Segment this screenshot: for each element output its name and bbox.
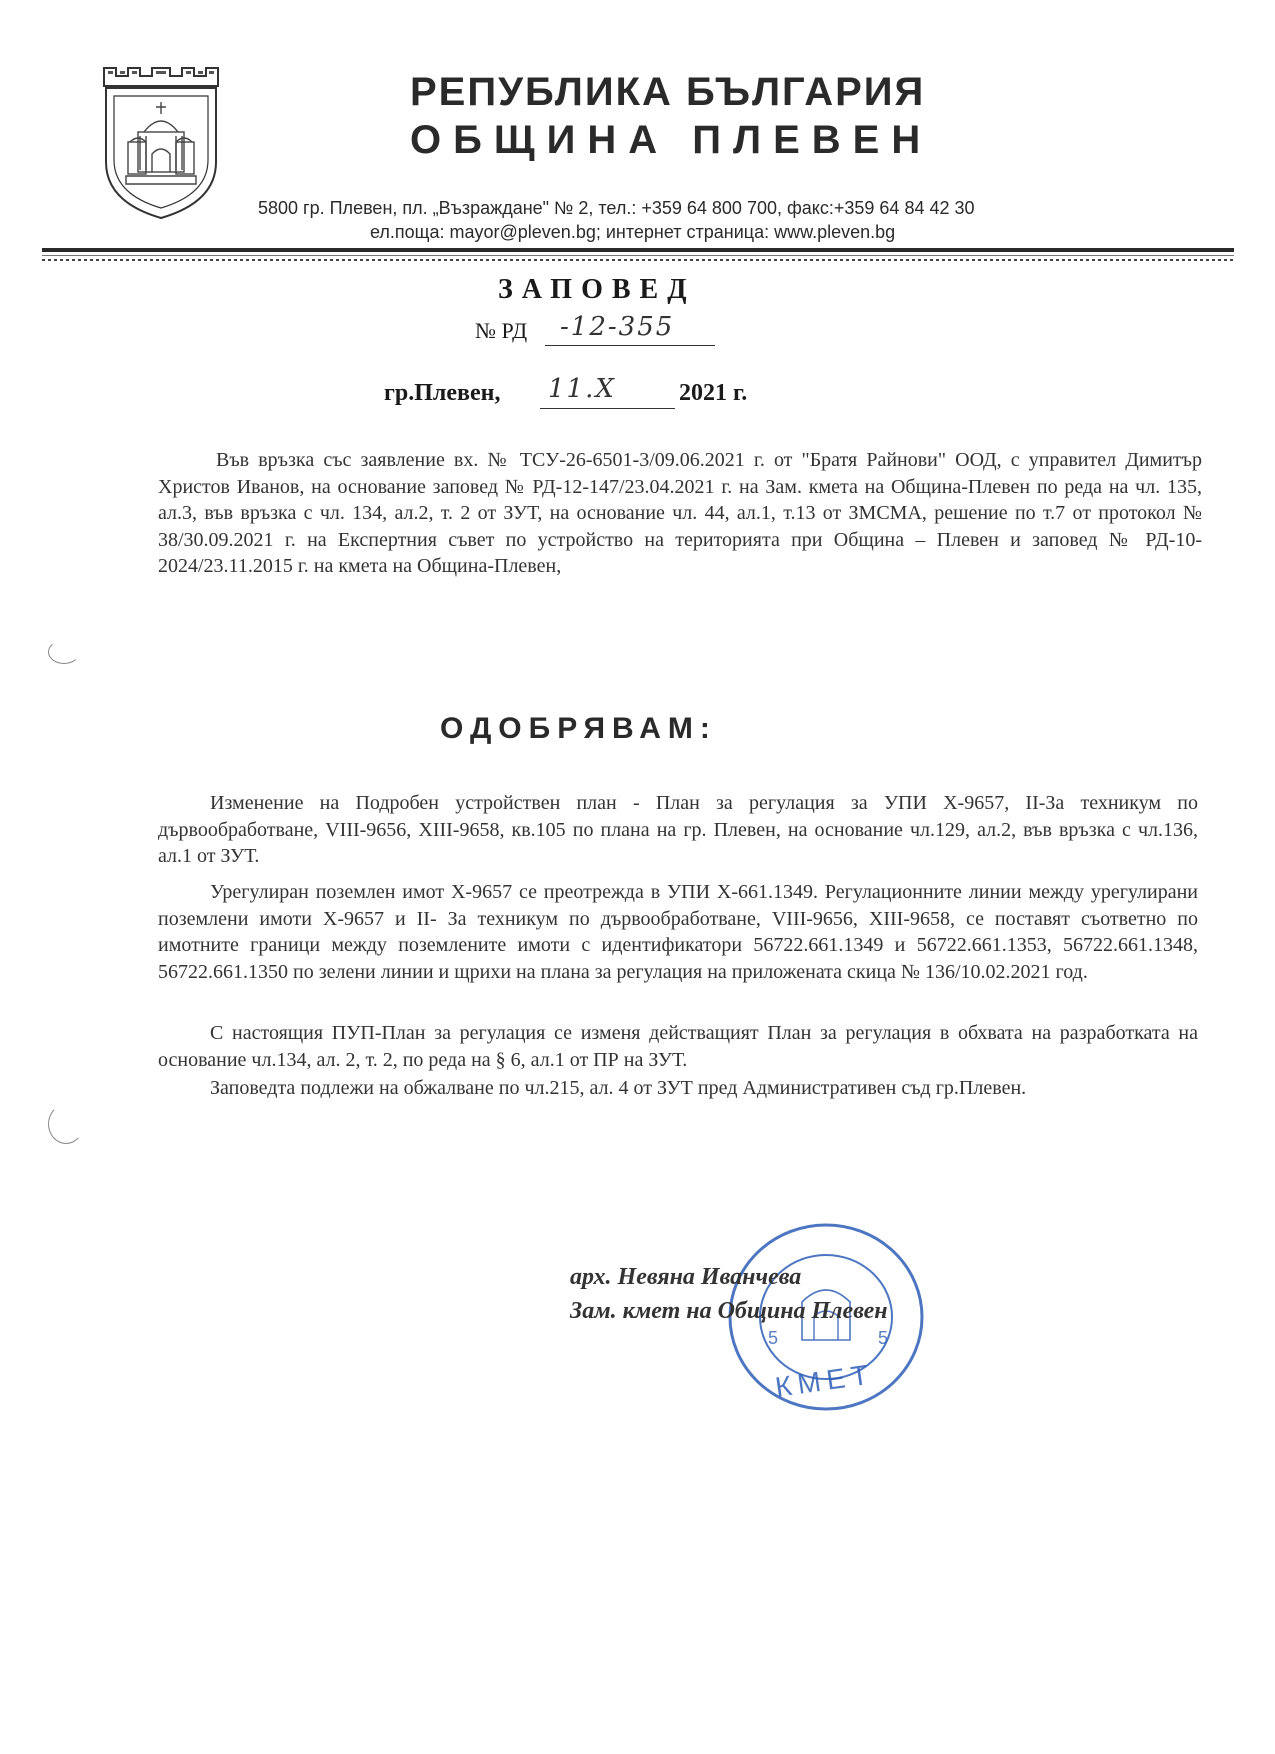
pleven-coat-of-arms-icon <box>100 62 222 222</box>
header-municipality: ОБЩИНА ПЛЕВЕН <box>410 118 933 162</box>
document-type: ЗАПОВЕД <box>498 274 696 305</box>
document-number-handwritten: -12-355 <box>560 312 675 342</box>
punch-hole-mark <box>48 1104 84 1144</box>
approval-paragraph-3: С настоящия ПУП-План за регулация се изменя действащият План за регулация в обхвата на разработката на основание чл.134, ал. 2, т. 2, по реда на § 6, ал.1 от ПР на ЗУТ. <box>158 1022 1198 1071</box>
approval-paragraph-4: Заповедта подлежи на обжалване по чл.215, ал. 4 от ЗУТ пред Административен съд гр.Плевен. <box>210 1077 1027 1099</box>
document-year: 2021 г. <box>679 380 748 406</box>
document-date-underline <box>540 408 675 409</box>
approval-paragraph-2: Урегулиран поземлен имот Х-9657 се преотрежда в УПИ Х-661.1349. Регулационните линии между урегулирани поземлени имоти Х-9657 и II- За техникум по дървообработване, VIII-9656, XIII-9658, се поставят съответно по имотните граници между поземлените имоти с идентификатори 56722.661.1349 и 56722.661.1353, 56722.661.1348, 56722.661.1350 по зелени линии и щрихи на плана за регулация на приложената скица № 136/10.02.2021 год. <box>158 881 1198 983</box>
header-country: РЕПУБЛИКА БЪЛГАРИЯ <box>410 70 926 114</box>
document-number-label: № РД <box>475 318 528 343</box>
header-divider <box>42 248 1234 252</box>
signatory-title: Зам. кмет на Община Плевен <box>570 1298 888 1324</box>
svg-text:5: 5 <box>878 1328 889 1348</box>
intro-paragraph: Във връзка със заявление вх. № ТСУ-26-6501-3/09.06.2021 г. от "Братя Райнови" ООД, с управител Димитър Христов Иванов, на основание заповед № РД-12-147/23.04.2021 г. на Зам. кмета на Община-Плевен по реда на чл. 135, ал.3, във връзка с чл. 134, ал.2, т. 2 от ЗУТ, на основание чл. 44, ал.1, т.13 от ЗМСМА, решение по т.7 от протокол № 38/30.09.2021 г. на Експертния съвет по устройство на територията при Община – Плевен и заповед № РД-10-2024/23.11.2015 г. на кмета на Община-Плевен, <box>158 449 1202 577</box>
header-divider-thin <box>42 255 1234 256</box>
svg-text:5: 5 <box>768 1328 779 1348</box>
document-number-underline <box>545 345 715 346</box>
header-divider-dotted <box>42 259 1234 261</box>
approval-paragraph-1: Изменение на Подробен устройствен план - План за регулация за УПИ Х-9657, II-За техникум по дървообработване, VIII-9656, XIII-9658, кв.105 по плана на гр. Плевен, на основание чл.129, ал.2, във връзка с чл.136, ал.1 от ЗУТ. <box>158 792 1198 867</box>
document-date-handwritten: 11.X <box>548 374 616 404</box>
document-place: гр.Плевен, <box>384 380 501 406</box>
header-address: 5800 гр. Плевен, пл. „Възраждане" № 2, тел.: +359 64 800 700, факс:+359 64 84 42 30 <box>258 198 975 218</box>
stamp-label: КМЕТ <box>773 1358 877 1403</box>
header-contact: ел.поща: mayor@pleven.bg; интернет страница: www.pleven.bg <box>370 222 896 242</box>
signatory-name: арх. Невяна Иванчева <box>570 1264 802 1290</box>
punch-hole-mark <box>48 640 80 664</box>
approve-heading: ОДОБРЯВАМ: <box>440 712 717 745</box>
